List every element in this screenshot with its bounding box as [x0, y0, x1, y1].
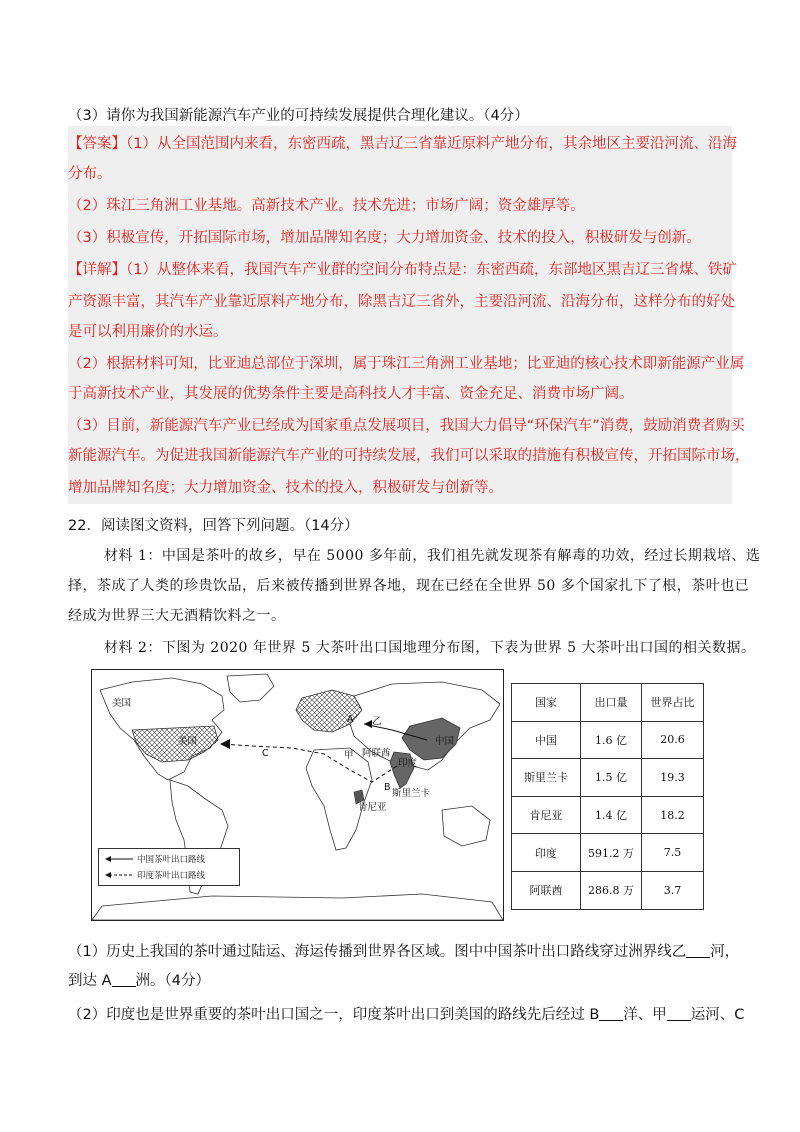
table-header: 世界占比 — [642, 684, 704, 722]
table-cell: 286.8 万 — [581, 871, 642, 909]
question-1-text-c: 到达 A — [68, 973, 112, 989]
table-cell: 20.6 — [642, 721, 704, 759]
answer-line: （3）积极宣传，开拓国际市场，增加品牌知名度；大力增加资金、技术的投入，积极研发与创新。 — [68, 230, 701, 246]
table-cell: 印度 — [512, 834, 581, 872]
label-A: A — [347, 714, 354, 725]
label-srilanka: 斯里兰卡 — [392, 788, 431, 799]
material-1-line: 材料 1：中国是茶叶的故乡，早在 5000 多年前，我们祖先就发现茶有解毒的功效，经过长期栽培、选 — [104, 548, 761, 564]
answer-block — [68, 126, 750, 504]
label-usa-top: 美国 — [112, 698, 132, 709]
question-1-text-b: 河， — [710, 944, 740, 960]
table-header: 出口量 — [581, 684, 642, 722]
analysis-line: 于高新技术产业，其发展的优势条件主要是高科技人才丰富、资金充足、消费市场广阔。 — [68, 386, 634, 402]
label-aleb: 阿联酋 — [362, 748, 391, 759]
material-1-line: 择，茶成了人类的珍贵饮品，后来被传播到世界各地，现在已经在全世界 50 多个国家扎下了根，茶叶也已 — [68, 578, 750, 594]
label-kenya: 肯尼亚 — [358, 802, 387, 813]
table-cell: 斯里兰卡 — [512, 759, 581, 797]
answer-line: 分布。 — [68, 166, 112, 182]
label-china: 中国 — [435, 736, 455, 747]
table-row — [512, 871, 704, 909]
table-cell: 7.5 — [642, 834, 704, 872]
table-cell: 19.3 — [642, 759, 704, 797]
answer-blank[interactable] — [112, 972, 136, 987]
question-1-line — [68, 942, 739, 962]
label-C: C — [262, 748, 269, 759]
table-cell: 肯尼亚 — [512, 796, 581, 834]
analysis-line: 增加品牌知名度；大力增加资金、技术的投入，积极研发与创新等。 — [68, 480, 503, 496]
question-2-text-c: 运河、C — [690, 1007, 745, 1023]
label-yi: 乙 — [372, 716, 382, 727]
table-cell: 1.5 亿 — [581, 759, 642, 797]
legend-india-route-label: 印度茶叶出口路线 — [137, 871, 206, 881]
label-jia: 甲 — [344, 750, 354, 761]
analysis-line: 是可以利用廉价的水运。 — [68, 324, 228, 340]
tea-export-table — [511, 683, 704, 910]
material-2-line: 材料 2：下图为 2020 年世界 5 大茶叶出口国地理分布图，下表为世界 5 大茶叶出口国的相关数据。 — [104, 640, 756, 656]
table-header-row — [512, 684, 704, 722]
legend-india-route — [105, 869, 205, 881]
legend-china-route-label: 中国茶叶出口路线 — [137, 855, 206, 865]
table-row — [512, 721, 704, 759]
question-2-line — [68, 1005, 744, 1025]
table-cell: 1.6 亿 — [581, 721, 642, 759]
solid-arrow-icon — [105, 855, 133, 863]
table-row — [512, 759, 704, 797]
question-1-text-d: 洲。（4分） — [135, 973, 211, 989]
label-usa: 美国 — [178, 736, 198, 747]
question-1-line-2 — [68, 971, 210, 991]
answer-line: （2）珠江三角洲工业基地。高新技术产业。技术先进；市场广阔；资金雄厚等。 — [68, 198, 585, 214]
question-22-heading: 22．阅读图文资料，回答下列问题。（14分） — [68, 518, 359, 534]
question-2-text-b: 洋、甲 — [623, 1007, 667, 1023]
table-cell: 中国 — [512, 721, 581, 759]
answer-blank[interactable] — [667, 1006, 691, 1021]
answer-line: 【答案】（1）从全国范围内来看，东密西疏，黑吉辽三省靠近原料产地分布，其余地区主要沿河流、沿海 — [68, 136, 737, 152]
label-B: B — [384, 782, 391, 793]
table-row — [512, 834, 704, 872]
table-cell: 阿联酋 — [512, 871, 581, 909]
world-map — [91, 669, 504, 921]
analysis-line: 产资源丰富，其汽车产业靠近原料产地分布，除黑吉辽三省外，主要沿河流、沿海分布，这样分布的好处 — [68, 294, 735, 310]
question-3-text: （3）请你为我国新能源汽车产业的可持续发展提供合理化建议。（4分） — [68, 108, 529, 124]
material-1-line: 经成为世界三大无酒精饮料之一。 — [68, 608, 286, 624]
analysis-line: （2）根据材料可知，比亚迪总部位于深圳，属于珠江三角洲工业基地；比亚迪的核心技术即新能源产业属 — [68, 356, 745, 372]
antarctica-shape — [92, 894, 503, 920]
dashed-arrow-icon — [105, 871, 133, 879]
india-route-arrow — [220, 739, 230, 749]
label-india: 印度 — [398, 758, 418, 769]
table-header: 国家 — [512, 684, 581, 722]
answer-blank[interactable] — [599, 1006, 623, 1021]
greenland-shape — [227, 674, 274, 702]
analysis-line: 【详解】（1）从整体来看，我国汽车产业群的空间分布特点是：东密西疏，东部地区黑吉辽三省煤、铁矿 — [68, 262, 737, 278]
map-legend — [98, 848, 240, 886]
question-1-text-a: （1）历史上我国的茶叶通过陆运、海运传播到世界各区域。图中中国茶叶出口路线穿过洲界线乙 — [68, 944, 687, 960]
table-cell: 3.7 — [642, 871, 704, 909]
table-row — [512, 796, 704, 834]
table-cell: 18.2 — [642, 796, 704, 834]
australia-shape — [442, 806, 490, 846]
table-cell: 1.4 亿 — [581, 796, 642, 834]
analysis-line: 新能源汽车。为促进我国新能源汽车产业的可持续发展，我们可以采取的措施有积极宣传，开拓国际市场， — [68, 448, 750, 464]
analysis-line: （3）目前，新能源汽车产业已经成为国家重点发展项目，我国大力倡导“环保汽车”消费，鼓励消费者购买 — [68, 418, 745, 434]
answer-blank[interactable] — [686, 943, 710, 958]
question-2-text-a: （2）印度也是世界重要的茶叶出口国之一，印度茶叶出口到美国的路线先后经过 B — [68, 1007, 600, 1023]
legend-china-route — [105, 853, 205, 865]
table-cell: 591.2 万 — [581, 834, 642, 872]
